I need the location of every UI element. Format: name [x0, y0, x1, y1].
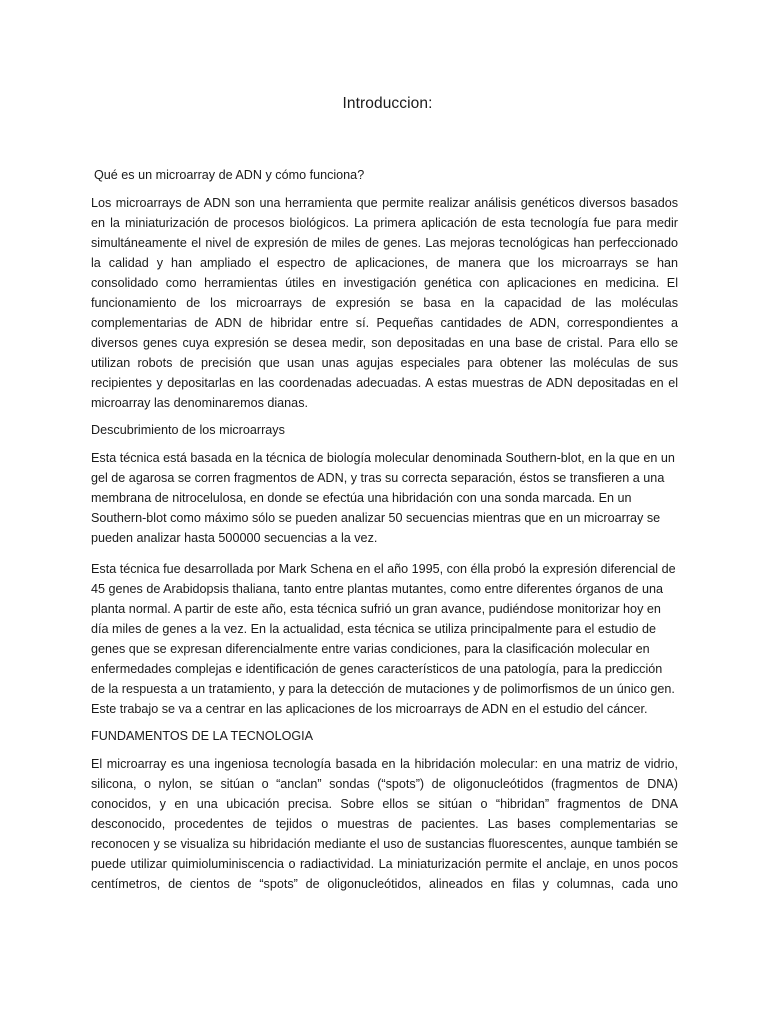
paragraph-intro: Los microarrays de ADN son una herramienta que permite realizar análisis genéticos diversos basados en la miniaturización de procesos biológicos. La primera aplicación de esta tecnología fue para medir simultáneamente el nivel de expresión de miles de genes. Las mejoras tecnológicas han perfeccionado la calidad y han ampliado el espectro de aplicaciones, de manera que los microarrays se han consolidado como herramientas útiles en investigación genética con aplicaciones en medicina. El funcionamiento de los microarrays de expresión se basa en la capacidad de las moléculas complementarias de ADN de hibridar entre sí. Pequeñas cantidades de ADN, correspondientes a diversos genes cuya expresión se desea medir, son depositadas en una base de cristal. Para ello se utilizan robots de precisión que usan unas agujas especiales para obtener las moléculas de sus recipientes y depositarlas en las coordenadas adecuadas. A estas muestras de ADN depositadas en el microarray las denominaremos dianas.: [91, 196, 678, 410]
title-text: Introduccion: [342, 95, 429, 112]
paragraph-southern-blot: Esta técnica está basada en la técnica de biología molecular denominada Southern-blot, en la que en un gel de agarosa se corren fragmentos de ADN, y tras su correcta separación, éstos se transfieren a una membrana de nitrocelulosa, en donde se efectúa una hibridación con una sonda marcada. En un Southern-blot como máximo sólo se pueden analizar 50 secuencias mientras que en un microarray se pueden analizar hasta 500000 secuencias a la vez.: [91, 451, 675, 545]
section-question: Qué es un microarray de ADN y cómo funciona?: [94, 168, 365, 182]
paragraph-schena: Esta técnica fue desarrollada por Mark Schena en el año 1995, con élla probó la expresión diferencial de 45 genes de Arabidopsis thaliana, tanto entre plantas mutantes, como entre diferentes órganos de una planta normal. A partir de este año, esta técnica sufrió un gran avance, pudiéndose monitorizar hoy en día miles de genes a la vez. En la actualidad, esta técnica se utiliza principalmente para el estudio de genes que se expresan diferencialmente entre varias condiciones, para la clasificación molecular en enfermedades complejas e identificación de genes característicos de una patología, para la predicción de la respuesta a un tratamiento, y para la detección de mutaciones y de polimorfismos de un único gen. Este trabajo se va a centrar en las aplicaciones de los microarrays de ADN en el estudio del cáncer.: [91, 562, 676, 716]
heading-fundamentals: FUNDAMENTOS DE LA TECNOLOGIA: [91, 729, 314, 743]
document-title: [91, 0, 678, 113]
paragraph-fundamentals: El microarray es una ingeniosa tecnología basada en la hibridación molecular: en una matriz de vidrio, silicona, o nylon, se sitúan o “anclan” sondas (“spots”) de oligonucleótidos (fragmentos de DNA) conocidos, y en una ubicación precisa. Sobre ellos se sitúan o “hibridan” fragmentos de DNA desconocido, procedentes de tejidos o muestras de pacientes. Las bases complementarias se reconocen y se visualiza su hibridación mediante el uso de sustancias fluorescentes, aunque también se puede utilizar quimioluminiscencia o radiactividad. La miniaturización permite el anclaje, en unos pocos centímetros, de cientos de “spots” de oligonucleótidos, alineados en filas y columnas, cada uno: [91, 757, 678, 891]
title-suffix: :: [428, 95, 433, 112]
heading-discovery: Descubrimiento de los microarrays: [91, 423, 285, 437]
